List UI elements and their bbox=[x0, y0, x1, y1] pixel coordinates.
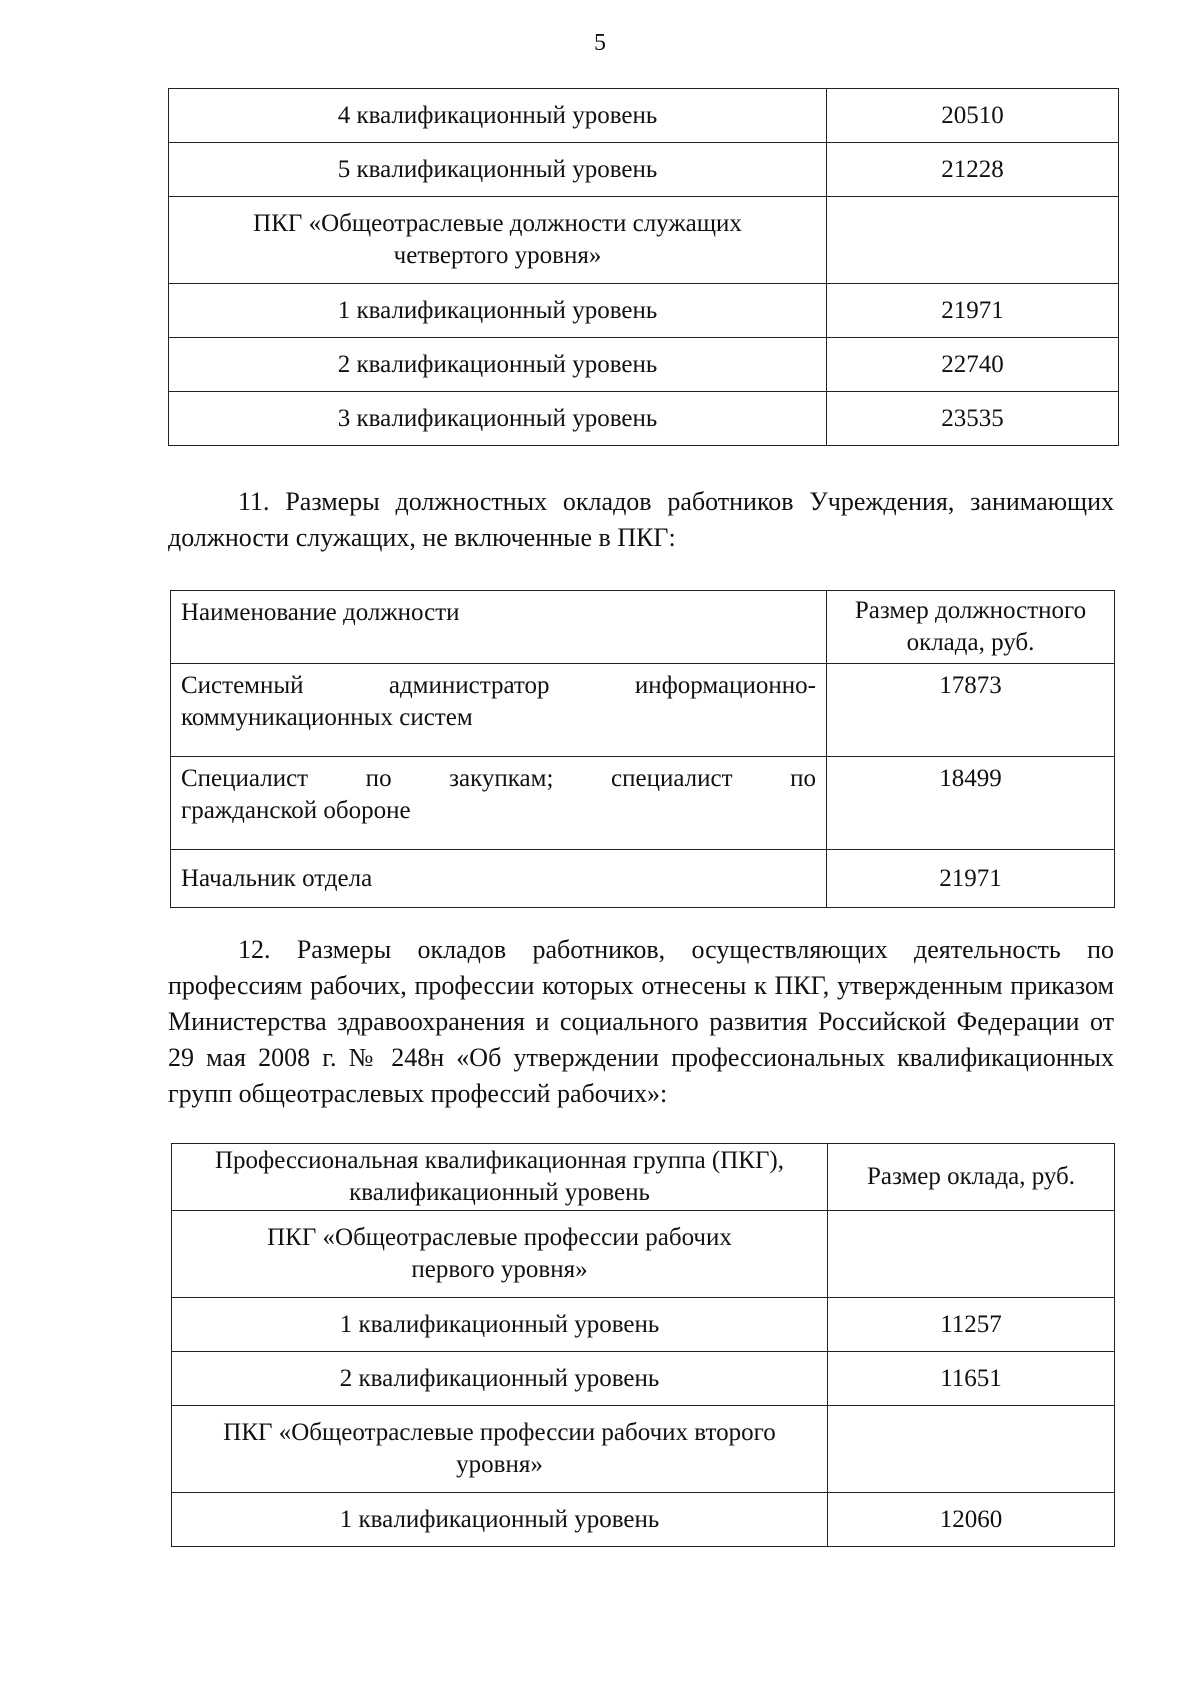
level-name: 1 квалификационный уровень bbox=[172, 1493, 828, 1547]
section-11-paragraph bbox=[168, 484, 1114, 556]
salary-value: 23535 bbox=[827, 392, 1119, 446]
level-name: 5 квалификационный уровень bbox=[169, 143, 827, 197]
position-name: Специалист по закупкам; специалист по гражданской обороне bbox=[171, 757, 827, 850]
salary-value: 20510 bbox=[827, 89, 1119, 143]
salary-value: 21228 bbox=[827, 143, 1119, 197]
table-group-row bbox=[172, 1211, 1115, 1298]
table-row bbox=[169, 89, 1119, 143]
salary-table-non-pkg bbox=[170, 590, 1115, 908]
table-row bbox=[169, 284, 1119, 338]
column-header-position: Наименование должности bbox=[171, 591, 827, 664]
table-row bbox=[169, 392, 1119, 446]
group-name: ПКГ «Общеотраслевые должности служащих четвертого уровня» bbox=[169, 197, 827, 284]
section-11-text: 11. Размеры должностных окладов работников Учреждения, занимающих должности служащих, не включенные в ПКГ: bbox=[168, 487, 1114, 552]
section-12-text: 12. Размеры окладов работников, осуществляющих деятельность по профессиям рабочих, профессии которых отнесены к ПКГ, утвержденным приказом Министерства здравоохранения и социального развития Российской Федерации от 29 мая 2008 г. № 248н «Об утверждении профессиональных квалификационных групп общеотраслевых профессий рабочих»: bbox=[168, 935, 1114, 1108]
table-group-row bbox=[172, 1406, 1115, 1493]
table-header-row bbox=[172, 1144, 1115, 1211]
salary-value bbox=[828, 1406, 1115, 1493]
salary-value bbox=[827, 197, 1119, 284]
level-name: 1 квалификационный уровень bbox=[169, 284, 827, 338]
salary-value: 17873 bbox=[827, 664, 1115, 757]
salary-value: 11257 bbox=[828, 1298, 1115, 1352]
position-name: Начальник отдела bbox=[171, 850, 827, 908]
column-header-salary: Размер должностного оклада, руб. bbox=[827, 591, 1115, 664]
table-row bbox=[172, 1352, 1115, 1406]
table-group-row bbox=[169, 197, 1119, 284]
group-name: ПКГ «Общеотраслевые профессии рабочих второго уровня» bbox=[172, 1406, 828, 1493]
salary-value: 11651 bbox=[828, 1352, 1115, 1406]
column-header-salary: Размер оклада, руб. bbox=[828, 1144, 1115, 1211]
table-row bbox=[172, 1298, 1115, 1352]
salary-value: 21971 bbox=[827, 850, 1115, 908]
table-row bbox=[172, 1493, 1115, 1547]
table-row bbox=[169, 338, 1119, 392]
salary-value bbox=[828, 1211, 1115, 1298]
salary-table-workers bbox=[171, 1143, 1115, 1547]
salary-value: 18499 bbox=[827, 757, 1115, 850]
group-name: ПКГ «Общеотраслевые профессии рабочих первого уровня» bbox=[172, 1211, 828, 1298]
salary-value: 22740 bbox=[827, 338, 1119, 392]
salary-value: 12060 bbox=[828, 1493, 1115, 1547]
level-name: 1 квалификационный уровень bbox=[172, 1298, 828, 1352]
position-name: Системный администратор информационно- коммуникационных систем bbox=[171, 664, 827, 757]
salary-table-office-workers bbox=[168, 88, 1119, 446]
level-name: 2 квалификационный уровень bbox=[169, 338, 827, 392]
table-row bbox=[171, 664, 1115, 757]
table-row bbox=[171, 757, 1115, 850]
table-header-row bbox=[171, 591, 1115, 664]
level-name: 4 квалификационный уровень bbox=[169, 89, 827, 143]
column-header-group: Профессиональная квалификационная группа (ПКГ), квалификационный уровень bbox=[172, 1144, 828, 1211]
table-row bbox=[171, 850, 1115, 908]
salary-value: 21971 bbox=[827, 284, 1119, 338]
page-number: 5 bbox=[594, 30, 606, 56]
section-12-paragraph bbox=[168, 932, 1114, 1112]
level-name: 2 квалификационный уровень bbox=[172, 1352, 828, 1406]
level-name: 3 квалификационный уровень bbox=[169, 392, 827, 446]
table-row bbox=[169, 143, 1119, 197]
